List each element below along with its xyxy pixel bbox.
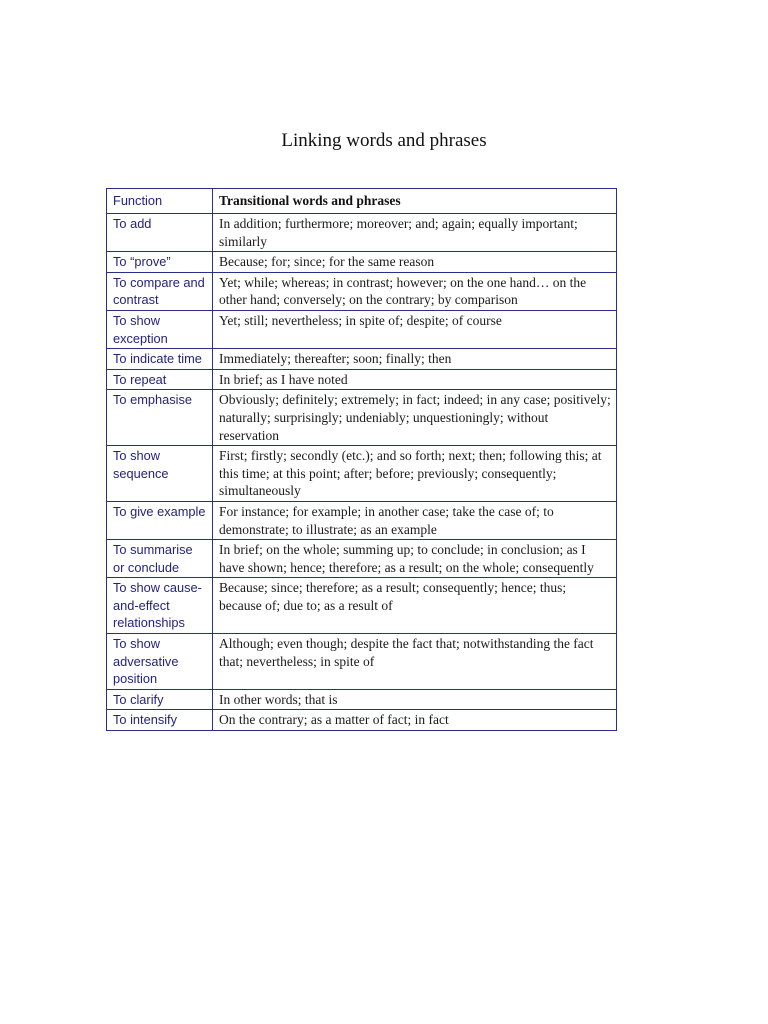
table-row: [107, 634, 617, 690]
phrases-cell: In brief; on the whole; summing up; to conclude; in conclusion; as I have shown; hence; therefore; as a result; on the whole; consequently: [213, 540, 617, 578]
function-cell: To indicate time: [107, 349, 213, 370]
function-cell: To show sequence: [107, 446, 213, 502]
table-row: [107, 214, 617, 252]
table-row: [107, 578, 617, 634]
table-row: [107, 252, 617, 273]
function-cell: To summarise or conclude: [107, 540, 213, 578]
function-cell: To repeat: [107, 369, 213, 390]
page-title: Linking words and phrases: [281, 130, 487, 151]
function-cell: To clarify: [107, 689, 213, 710]
table-row: [107, 349, 617, 370]
table-row: [107, 310, 617, 348]
phrases-cell: On the contrary; as a matter of fact; in fact: [213, 710, 617, 731]
function-cell: To show adversative position: [107, 634, 213, 690]
phrases-cell: Because; since; therefore; as a result; consequently; hence; thus; because of; due to; as a result of: [213, 578, 617, 634]
phrases-cell: Yet; while; whereas; in contrast; however; on the one hand… on the other hand; conversely; on the contrary; by comparison: [213, 272, 617, 310]
table-row: [107, 710, 617, 731]
header-function: Function: [107, 189, 213, 214]
function-cell: To show cause-and-effect relationships: [107, 578, 213, 634]
table-row: [107, 501, 617, 539]
phrases-cell: In addition; furthermore; moreover; and; again; equally important; similarly: [213, 214, 617, 252]
function-cell: To add: [107, 214, 213, 252]
function-cell: To emphasise: [107, 390, 213, 446]
function-cell: To show exception: [107, 310, 213, 348]
table-row: [107, 390, 617, 446]
phrases-cell: Yet; still; nevertheless; in spite of; despite; of course: [213, 310, 617, 348]
function-cell: To compare and contrast: [107, 272, 213, 310]
function-cell: To intensify: [107, 710, 213, 731]
phrases-cell: In brief; as I have noted: [213, 369, 617, 390]
table-header-row: [107, 189, 617, 214]
phrases-cell: Although; even though; despite the fact that; notwithstanding the fact that; nevertheless; in spite of: [213, 634, 617, 690]
table-row: [107, 272, 617, 310]
function-cell: To give example: [107, 501, 213, 539]
table-row: [107, 689, 617, 710]
phrases-cell: Because; for; since; for the same reason: [213, 252, 617, 273]
phrases-cell: First; firstly; secondly (etc.); and so forth; next; then; following this; at this time; at this point; after; before; previously; consequently; simultaneously: [213, 446, 617, 502]
table-row: [107, 369, 617, 390]
phrases-cell: Obviously; definitely; extremely; in fact; indeed; in any case; positively; naturally; surprisingly; undeniably; unquestioningly; without reservation: [213, 390, 617, 446]
table-row: [107, 446, 617, 502]
phrases-cell: In other words; that is: [213, 689, 617, 710]
linking-words-table: [106, 188, 617, 731]
function-cell: To “prove”: [107, 252, 213, 273]
phrases-cell: For instance; for example; in another case; take the case of; to demonstrate; to illustrate; as an example: [213, 501, 617, 539]
phrases-cell: Immediately; thereafter; soon; finally; then: [213, 349, 617, 370]
table-row: [107, 540, 617, 578]
header-phrases: Transitional words and phrases: [213, 189, 617, 214]
